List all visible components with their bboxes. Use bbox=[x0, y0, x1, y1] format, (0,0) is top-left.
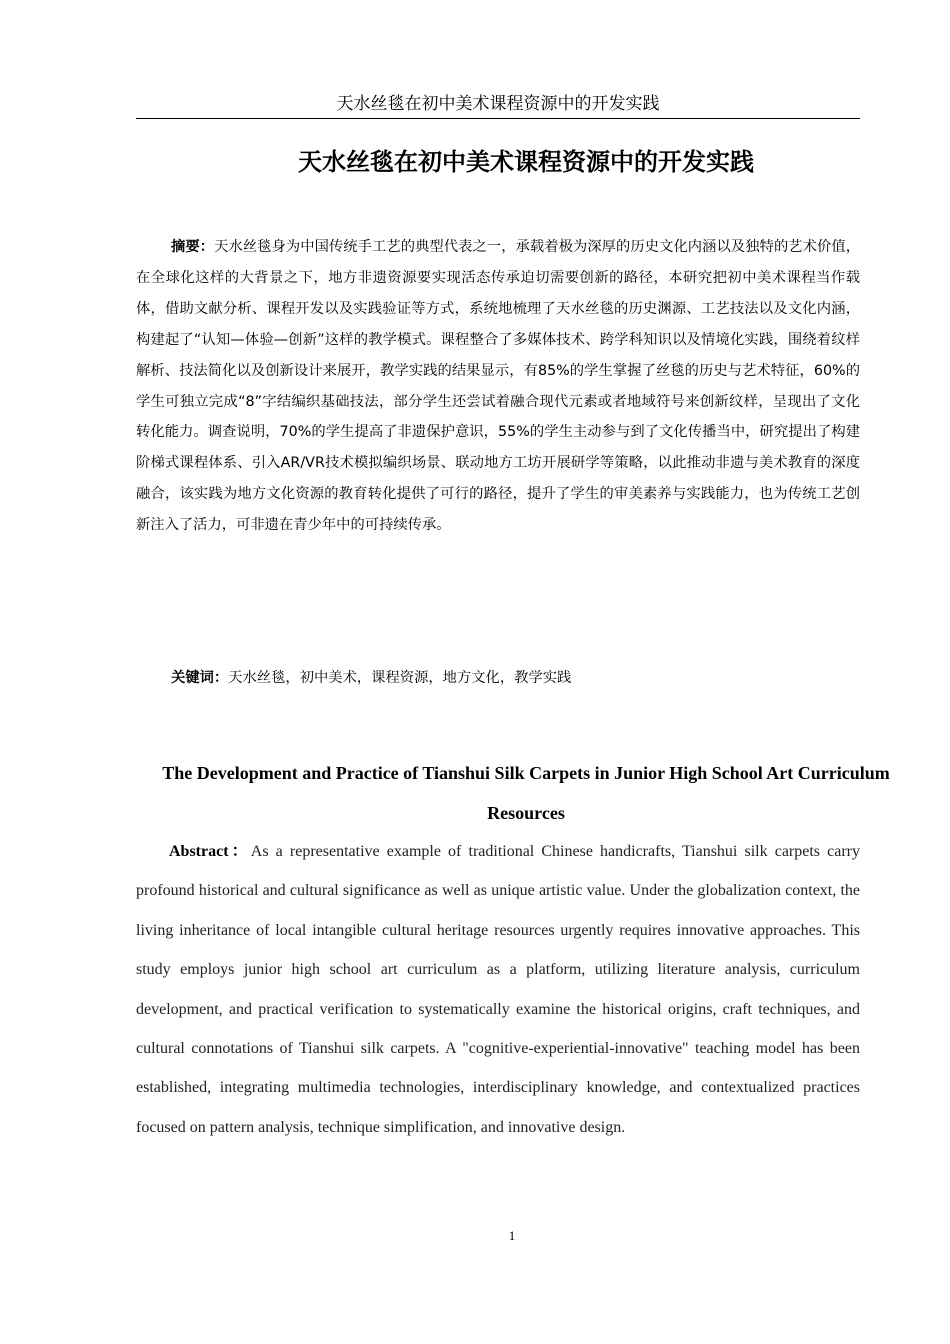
english-abstract bbox=[136, 832, 860, 1147]
running-header: 天水丝毯在初中美术课程资源中的开发实践 bbox=[336, 94, 660, 114]
chinese-abstract bbox=[136, 232, 860, 541]
chinese-keywords bbox=[136, 663, 860, 694]
page-number: 1 bbox=[508, 1228, 516, 1243]
chinese-abstract-label: 摘要： bbox=[171, 239, 215, 255]
chinese-keywords-text: 天水丝毯，初中美术，课程资源，地方文化，教学实践 bbox=[228, 670, 572, 686]
chinese-abstract-text: 天水丝毯身为中国传统手工艺的典型代表之一，承载着极为深厚的历史文化内涵以及独特的艺术价值，在全球化这样的大背景之下，地方非遗资源要实现活态传承迫切需要创新的路径，本研究把初中美术课程当作载体，借助文献分析、课程开发以及实践验证等方式，系统地梳理了天水丝毯的历史渊源、工艺技法以及文化内涵，构建起了“认知—体验—创新”这样的教学模式。课程整合了多媒体技术、跨学科知识以及情境化实践，围绕着纹样解析、技法简化以及创新设计来展开，教学实践的结果显示，有85%的学生掌握了丝毯的历史与艺术特征，60%的学生可独立完成“8”字结编织基础技法，部分学生还尝试着融合现代元素或者地域符号来创新纹样，呈现出了文化转化能力。调查说明，70%的学生提高了非遗保护意识，55%的学生主动参与到了文化传播当中，研究提出了构建阶梯式课程体系、引入AR/VR技术模拟编织场景、联动地方工坊开展研学等策略，以此推动非遗与美术教育的深度融合，该实践为地方文化资源的教育转化提供了可行的路径，提升了学生的审美素养与实践能力，也为传统工艺创新注入了活力，可非遗在青少年中的可持续传承。 bbox=[136, 239, 861, 534]
header-rule bbox=[136, 118, 860, 119]
english-abstract-text: As a representative example of traditional Chinese handicrafts, Tianshui silk carpets carry profound historical and cultural significance as well as unique artistic value. Under the globalization context, the living inheritance of local intangible cultural heritage resources urgently requires innovative approaches. This study employs junior high school art curriculum as a platform, utilizing literature analysis, curriculum development, and practical verification to systematically examine the historical origins, craft techniques, and cultural connotations of Tianshui silk carpets. A "cognitive-experiential-innovative" teaching model has been established, integrating multimedia technologies, interdisciplinary knowledge, and contextualized practices focused on pattern analysis, technique simplification, and innovative design. bbox=[136, 843, 861, 1136]
english-title: The Development and Practice of Tianshui Silk Carpets in Junior High School Art Curriculum Resources bbox=[162, 763, 890, 823]
chinese-keywords-label: 关键词： bbox=[171, 670, 229, 686]
chinese-title: 天水丝毯在初中美术课程资源中的开发实践 bbox=[298, 148, 754, 176]
english-abstract-label: Abstract： bbox=[169, 843, 251, 860]
